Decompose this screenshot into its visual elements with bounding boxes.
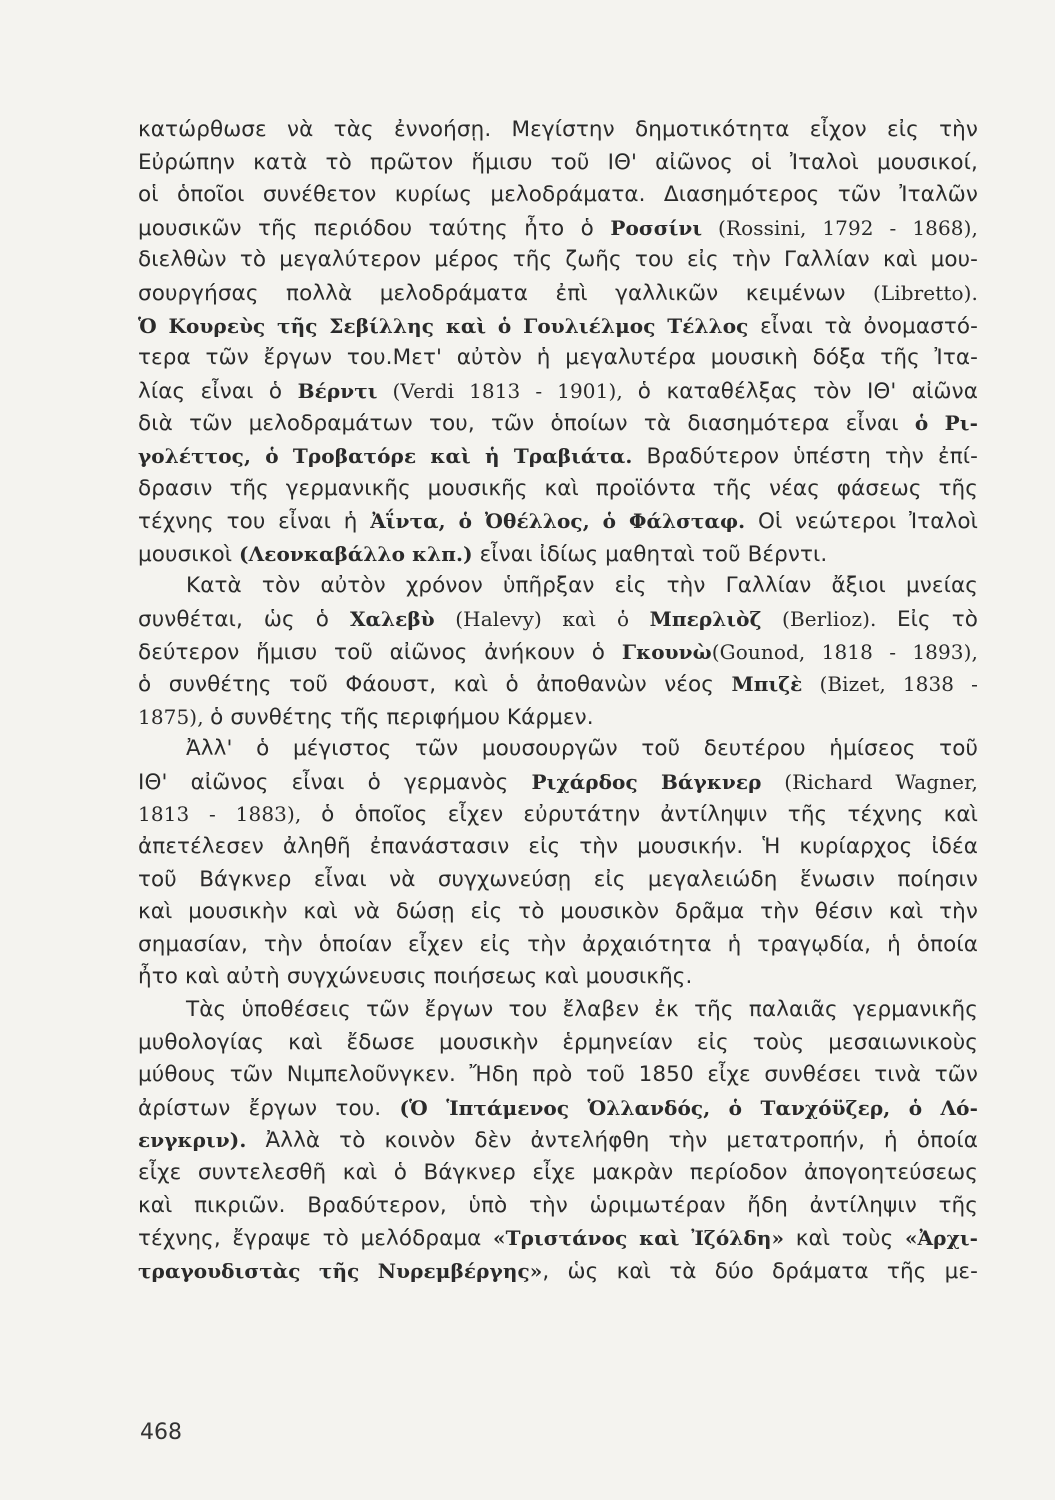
text-span: τερα τῶν ἔργων του.Μετ' αὐτὸν ἡ μεγαλυτέρα μουσικὴ δόξα τῆς Ἰτα- [138,345,978,371]
text-line [138,733,978,766]
bold-text: Ἀΐντα, ὁ Ὀθέλλος, ὁ Φάλσταφ. [370,509,746,534]
bold-text: Χαλεβὺ [349,606,435,631]
bold-text: Ροσσίνι [610,215,703,240]
bold-text: ενγκριν). [138,1128,247,1153]
text-span: σημασίαν, τὴν ὁποίαν εἶχεν εἰς τὴν ἀρχαιότητα ἡ τραγῳδία, ἡ ὁποία [138,931,978,957]
text-span: ἀπετέλεσεν ἀληθῆ ἐπανάστασιν εἰς τὴν μουσικήν. Ἡ κυρίαρχος ἰδέα [138,834,978,860]
text-span: Τὰς ὑποθέσεις τῶν ἔργων του ἔλαβεν ἐκ τῆς παλαιᾶς γερμανικῆς [186,997,978,1023]
text-span: εἶναι ἰδίως μαθηταὶ τοῦ Βέρντι. [472,541,828,567]
text-line [138,1092,978,1125]
text-line [138,766,978,799]
text-line [138,701,978,734]
text-line [138,896,978,929]
text-span: εἶχε συντελεσθῆ καὶ ὁ Βάγκνερ εἶχε μακρὰν περίοδον ἀπογοητεύσεως [138,1160,978,1185]
bold-text: (Λεονκαβάλλο κλπ.) [239,541,473,566]
text-line [138,603,978,636]
text-span: μυθολογίας καὶ ἔδωσε μουσικὴν ἑρμηνείαν εἰς τοὺς μεσαιωνικοὺς [138,1029,978,1055]
text-span: οἱ ὁποῖοι συνέθετον κυρίως μελοδράματα. Διασημότερος τῶν Ἰταλῶν [138,182,978,208]
text-line [138,1190,978,1223]
text-line [138,114,978,147]
text-span: ὁ ὁποῖος εἶχεν εὐρυτάτην ἀντίληψιν τῆς τέχνης καὶ [321,802,978,828]
text-line [138,1157,978,1190]
text-span: (Verdi 1813 - 1901), [377,378,638,403]
bold-text: «Ἀρχι- [904,1226,979,1251]
text-line [138,342,978,375]
bold-text: (Ὁ Ἱπτάμενος Ὁλλανδός, ὁ Τανχόϋζερ, ὁ Λό- [399,1095,978,1120]
text-span: (Rossini, 1792 - 1868), [702,215,978,240]
text-span: μουσικοὶ [138,541,240,567]
text-line [138,212,978,245]
text-span: (Halevy) καὶ ὁ [434,606,650,631]
text-span: σουργήσας πολλὰ μελοδράματα ἐπὶ γαλλικῶν κειμένων [138,280,873,306]
text-line [138,929,978,962]
bold-text: Μπερλιὸζ [649,606,762,631]
text-span: κατώρθωσε νὰ τὰς ἐννοήσῃ. Μεγίστην δημοτικότητα εἶχον εἰς τὴν [138,117,978,142]
text-span: συνθέται, ὡς ὁ [138,606,350,632]
bold-text: Γκουνὼ [621,639,712,664]
body-text [138,114,978,1287]
text-span: (Bizet, 1838 - [802,672,978,697]
text-span: Βραδύτερον ὑπέστη τὴν ἐπί- [632,443,978,469]
text-span: 1875), [138,704,211,729]
text-line [138,1222,978,1255]
text-line [138,310,978,343]
text-span: διὰ τῶν μελοδραμάτων του, τῶν ὁποίων τὰ διασημότερα εἶναι [138,411,915,437]
text-span: τέχνης, ἔγραψε τὸ μελόδραμα [138,1226,494,1252]
text-line [138,147,978,180]
text-span: καὶ τοὺς [784,1226,905,1252]
text-span: Κατὰ τὸν αὐτὸν χρόνον ὑπῆρξαν εἰς τὴν Γαλλίαν ἄξιοι μνείας [186,573,978,599]
bold-text: «Τριστάνος καὶ Ἰζόλδη» [493,1226,785,1251]
text-span: δεύτερον ἥμισυ τοῦ αἰῶνος ἀνήκουν ὁ [138,639,622,665]
text-span: εἶναι τὰ ὀνομαστό- [748,313,978,339]
text-line [138,570,978,603]
text-span: διελθὼν τὸ μεγαλύτερον μέρος τῆς ζωῆς του εἰς τὴν Γαλλίαν καὶ μου- [138,247,978,273]
text-line [138,440,978,473]
bold-text: ὁ Ρι- [914,411,978,436]
text-span: ἦτο καὶ αὐτὴ συγχώνευσις ποιήσεως καὶ μουσικῆς. [138,964,693,990]
text-line [138,1059,978,1092]
bold-text: Μπιζὲ [731,672,803,697]
text-line [138,864,978,897]
text-line [138,407,978,440]
text-span: μουσικῶν τῆς περιόδου ταύτης ἦτο ὁ [138,215,611,241]
text-span: καὶ πικριῶν. Βραδύτερον, ὑπὸ τὴν ὡριμωτέραν ἤδη ἀντίληψιν τῆς [138,1192,978,1218]
text-line [138,636,978,669]
text-span: Ἀλλ' ὁ μέγιστος τῶν μουσουργῶν τοῦ δευτέρου ἡμίσεος τοῦ [186,736,978,762]
text-line [138,1027,978,1060]
text-line [138,668,978,701]
page-number: 468 [140,1420,182,1445]
bold-text: Ριχάρδος Βάγκνερ [531,769,762,794]
text-span: τέχνης του εἶναι ἡ [138,509,371,535]
text-span: καὶ μουσικὴν καὶ νὰ δώσῃ εἰς τὸ μουσικὸν δρᾶμα τὴν θέσιν καὶ τὴν [138,899,978,925]
text-line [138,994,978,1027]
text-span: 1813 - 1883), [138,802,322,827]
text-span: (Libretto). [872,280,978,305]
text-span: ὁ συνθέτης τῆς περιφήμου Κάρμεν. [210,704,594,730]
text-span: , ὡς καὶ τὰ δύο δράματα τῆς με- [542,1258,978,1284]
text-span: Εὐρώπην κατὰ τὸ πρῶτον ἥμισυ τοῦ ΙΘ' αἰῶνος οἱ Ἰταλοὶ μουσικοί, [138,149,978,175]
text-line [138,473,978,506]
text-span: ὁ συνθέτης τοῦ Φάουστ, καὶ ὁ ἀποθανὼν νέος [138,672,732,698]
text-span: μύθους τῶν Νιμπελοῦνγκεν. Ἤδη πρὸ τοῦ 1850 εἶχε συνθέσει τινὰ τῶν [138,1062,978,1088]
text-span: Οἱ νεώτεροι Ἰταλοὶ [745,509,978,535]
text-span: τοῦ Βάγκνερ εἶναι νὰ συγχωνεύσῃ εἰς μεγαλειώδη ἕνωσιν ποίησιν [138,866,978,892]
text-line [138,831,978,864]
text-line [138,1124,978,1157]
text-line [138,179,978,212]
text-line [138,961,978,994]
text-span: λίας εἶναι ὁ [138,378,298,404]
text-span: ἀρίστων ἔργων του. [138,1095,400,1121]
text-line [138,375,978,408]
text-span: (Gounod, 1818 - 1893), [711,639,978,664]
text-line [138,1255,978,1288]
text-span: Ἀλλὰ τὸ κοινὸν δὲν ἀντελήφθη τὴν μετατροπήν, ἡ ὁποία [246,1128,978,1154]
bold-text: γολέττος, ὁ Τροβατόρε καὶ ἡ Τραβιάτα. [138,443,633,468]
bold-text: Βέρντι [297,378,378,403]
bold-text: Ὁ Κουρεὺς τῆς Σεβίλλης καὶ ὁ Γουλιέλμος Τέλλος [138,313,749,338]
text-line [138,277,978,310]
text-line [138,244,978,277]
text-line [138,798,978,831]
text-line [138,538,978,571]
text-span: (Berlioz). [761,606,897,631]
text-span: ΙΘ' αἰῶνος εἶναι ὁ γερμανὸς [138,769,532,795]
text-span: (Richard Wagner, [761,769,978,794]
text-span: Εἰς τὸ [896,606,979,632]
bold-text: τραγουδιστὰς τῆς Νυρεμβέργης» [138,1258,543,1283]
text-line [138,505,978,538]
text-span: ὁ καταθέλξας τὸν ΙΘ' αἰῶνα [637,378,978,404]
text-span: δρασιν τῆς γερμανικῆς μουσικῆς καὶ προϊόντα τῆς νέας φάσεως τῆς [138,475,978,501]
